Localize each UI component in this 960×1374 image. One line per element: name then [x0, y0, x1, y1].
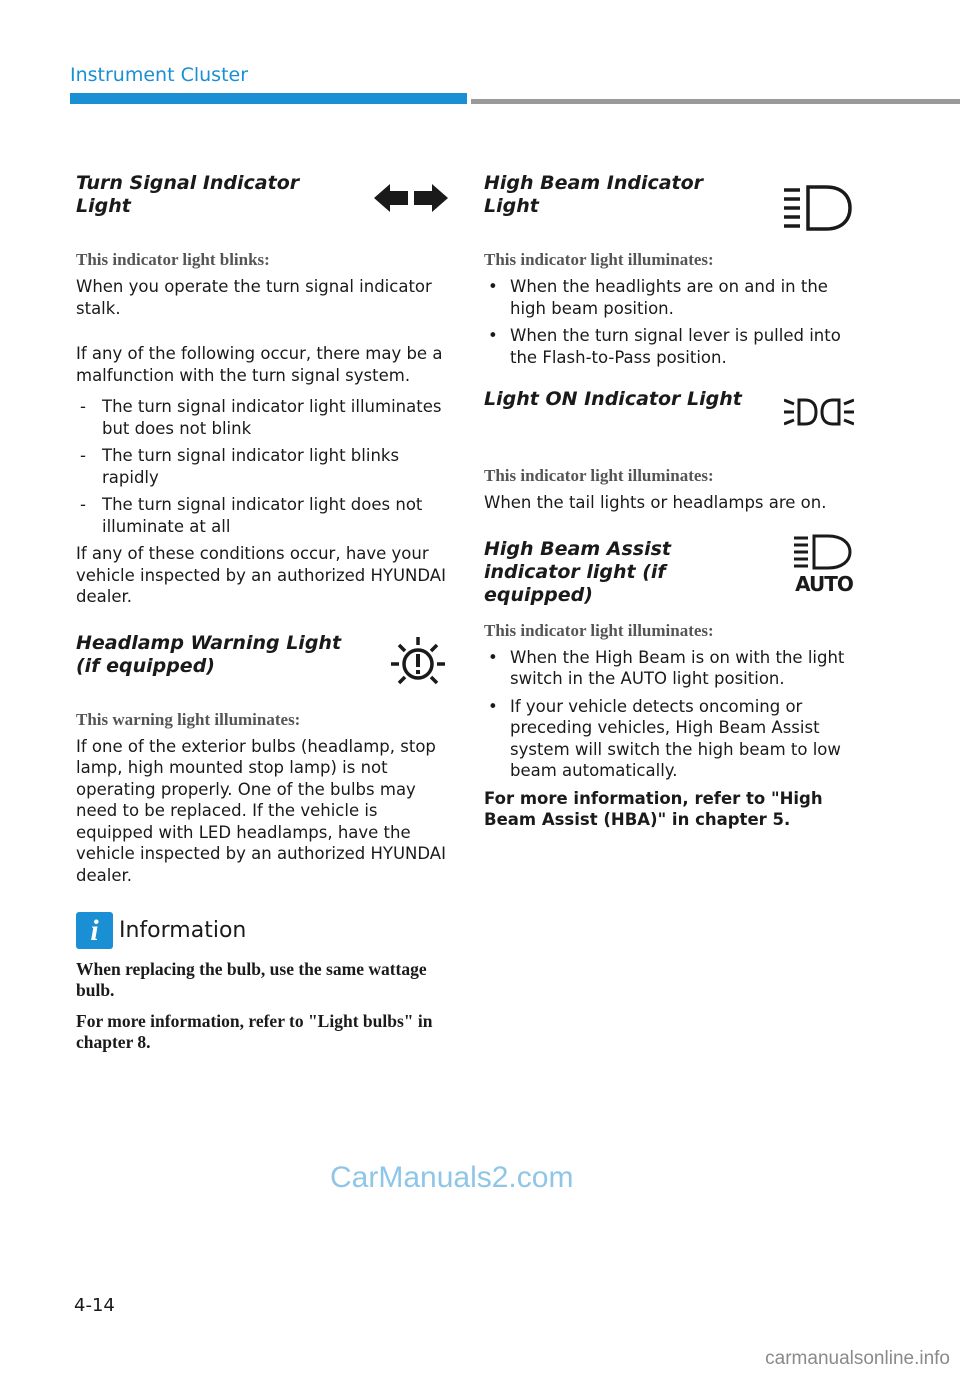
left-column [76, 172, 448, 1053]
body-paragraph: If one of the exterior bulbs (headlamp, stop lamp, high mounted stop lamp) is not operating properly. One of the bulbs may need to be replaced. If the vehicle is equipped with LED headlamps, have the vehicle inspected by an authorized HYUNDAI dealer. [76, 736, 446, 885]
chapter-title: Instrument Cluster [70, 64, 249, 86]
turn-signal-section-header [76, 172, 448, 236]
section-title: Turn Signal Indicator Light [76, 172, 300, 217]
headlamp-warning-icon [388, 634, 448, 698]
list-item: - The turn signal indicator light does not illuminate at all [80, 495, 423, 536]
body-paragraph: If any of these conditions occur, have your vehicle inspected by an authorized HYUNDAI dealer. [76, 544, 446, 606]
section-lead: This warning light illuminates: [76, 709, 301, 729]
list-item: • When the headlights are on and in the high beam position. [488, 277, 828, 318]
headlamp-warning-section-header [76, 632, 448, 696]
bullet-mark: • [488, 647, 498, 667]
section-title: Light ON Indicator Light [484, 388, 742, 410]
dash-mark: - [80, 495, 86, 514]
list-item: • If your vehicle detects oncoming or preceding vehicles, High Beam Assist system will switch the high beam to low beam automatically. [488, 696, 841, 780]
information-header [76, 912, 448, 949]
reference-note: For more information, refer to "High Beam Assist (HBA)" in chapter 5. [484, 788, 823, 829]
high-beam-section-header [484, 172, 854, 236]
list-item: • When the High Beam is on with the light switch in the AUTO light position. [488, 647, 845, 688]
list-item: • When the turn signal lever is pulled into the Flash-to-Pass position. [488, 326, 841, 367]
section-lead: This indicator light illuminates: [484, 250, 714, 269]
information-text: For more information, refer to "Light bulbs" in chapter 8. [76, 1011, 433, 1052]
list-item: - The turn signal indicator light illuminates but does not blink [80, 397, 442, 438]
body-paragraph: When the tail lights or headlamps are on. [484, 493, 827, 512]
right-column [484, 172, 854, 831]
hba-section-header [484, 538, 854, 607]
list-item: - The turn signal indicator light blinks rapidly [80, 446, 400, 487]
page-number: 4-14 [74, 1295, 115, 1316]
section-title: High Beam Indicator Light [484, 172, 704, 217]
body-paragraph: When you operate the turn signal indicator stalk. [76, 277, 432, 318]
footer-site-text: carmanualsonline.info [765, 1348, 950, 1369]
condition-list [484, 276, 854, 368]
section-lead: This indicator light illuminates: [484, 466, 714, 485]
information-text: When replacing the bulb, use the same wattage bulb. [76, 959, 427, 1000]
section-title: Headlamp Warning Light (if equipped) [76, 631, 342, 677]
bullet-mark: • [488, 277, 498, 296]
bullet-mark: • [488, 696, 498, 716]
bullet-mark: • [488, 326, 498, 345]
condition-list [76, 396, 448, 537]
section-title: High Beam Assist indicator light (if equipped) [484, 537, 671, 606]
light-on-section-header [484, 388, 854, 452]
watermark-text: CarManuals2.com [330, 1161, 574, 1194]
high-beam-icon [784, 184, 854, 236]
auto-label: AUTO [795, 571, 853, 596]
header-divider-bar [471, 99, 960, 104]
info-icon: i [76, 912, 113, 949]
condition-list [484, 647, 854, 782]
dash-mark: - [80, 446, 86, 465]
high-beam-assist-auto-icon [794, 534, 854, 594]
light-on-icon [784, 392, 854, 436]
turn-signal-arrows-icon [374, 182, 448, 218]
body-paragraph: If any of the following occur, there may be a malfunction with the turn signal system. [76, 344, 443, 385]
section-lead: This indicator light blinks: [76, 250, 270, 269]
information-title: Information [119, 918, 247, 943]
header-accent-bar [70, 93, 467, 104]
section-lead: This indicator light illuminates: [484, 620, 714, 640]
dash-mark: - [80, 397, 86, 416]
